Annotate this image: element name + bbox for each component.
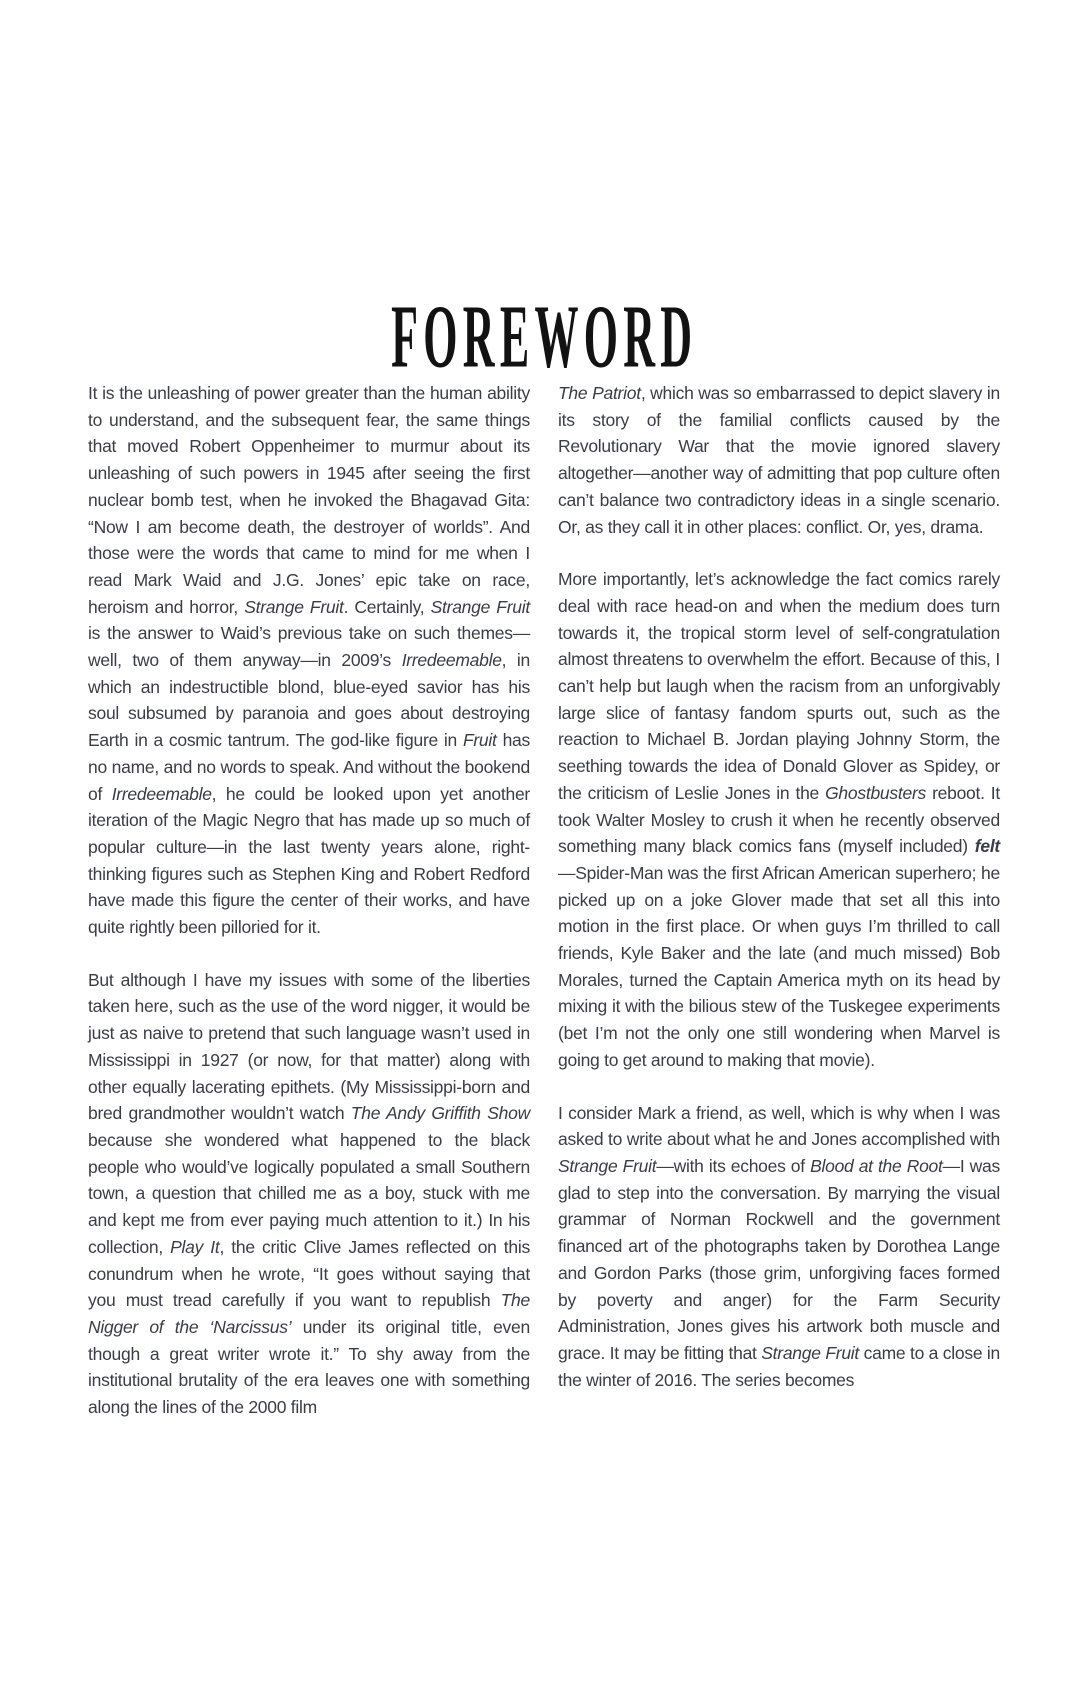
- body-text: But although I have my issues with some of the liberties taken here, such as the use of the word nigger, it would be just as naive to pretend that such language wasn’t used in Mississippi in 1927 (or now, for that matter) along with other equally lacerating epithets. (My Mississippi-born and bred grandmother wouldn’t watch: [88, 969, 530, 1124]
- emphasized-text: The Nigger of the ‘Narcissus’: [88, 1290, 530, 1337]
- paragraph: [558, 380, 1000, 540]
- body-text: because she wondered what happened to the black people who would’ve logically populated a small Southern town, a question that chilled me as a boy, stuck with me and kept me from ever paying much attention to it.) In his collection,: [88, 1129, 530, 1257]
- body-text: came to a close in the winter of 2016. The series becomes: [558, 1342, 1001, 1390]
- left-column: [88, 380, 530, 1421]
- body-text: is the answer to Waid’s previous take on such themes—well, two of them anyway—in 2009’s: [88, 623, 530, 671]
- emphasized-text: The Andy Griffith Show: [350, 1103, 530, 1124]
- paragraph: [88, 380, 530, 941]
- body-text: has no name, and no words to speak. And without the bookend of: [88, 730, 530, 804]
- emphasized-text: Strange Fruit: [430, 596, 530, 617]
- body-text: , which was so embarrassed to depict slavery in its story of the familial conflicts caused by the Revolutionary War that the movie ignored slavery altogether—another way of admitting that pop culture often can’t balance two contradictory ideas in a single scenario. Or, as they call it in other places: conflict. Or, yes, drama.: [558, 383, 1000, 537]
- paragraph: [558, 1100, 1000, 1394]
- emphasized-text: Irredeemable: [401, 650, 502, 671]
- emphasized-text: felt: [974, 836, 1000, 857]
- body-text: —I was glad to step into the conversation. By marrying the visual grammar of Norman Rockwell and the government financed art of the photographs taken by Dorothea Lange and Gordon Parks (those grim, unforgiving faces formed by poverty and anger) for the Farm Security Administration, Jones gives his artwork both muscle and grace. It may be fitting that: [558, 1155, 1000, 1363]
- body-text: , in which an indestructible blond, blue-eyed savior has his soul subsumed by paranoia and goes about destroying Earth in a cosmic tantrum. The god-like figure in: [88, 650, 531, 751]
- body-text: It is the unleashing of power greater than the human ability to understand, and the subsequent fear, the same things that moved Robert Oppenheimer to murmur about its unleashing of such powers in 1945 after seeing the first nuclear bomb test, when he invoked the Bhagavad Gita: “Now I am become death, the destroyer of worlds”. And those were the words that came to mind for me when I read Mark Waid and J.G. Jones’ epic take on race, heroism and horror,: [88, 383, 530, 617]
- emphasized-text: Ghostbusters: [825, 782, 927, 803]
- body-text: under its original title, even though a great writer wrote it.” To shy away from the institutional brutality of the era leaves one with something along the lines of the 2000 film: [88, 1316, 530, 1418]
- body-text: . Certainly,: [343, 596, 431, 617]
- page-title: FOREWORD: [390, 288, 698, 387]
- emphasized-text: Play It: [170, 1236, 220, 1257]
- body-text: —Spider-Man was the first African American superhero; he picked up on a joke Glover made that set all this into motion in the first place. Or when guys I’m thrilled to call friends, Kyle Baker and the late (and much missed) Bob Morales, turned the Captain America myth on its head by mixing it with the bilious stew of the Tuskegee experiments (bet I’m not the only one still wondering when Marvel is going to get around to making that movie).: [558, 862, 1000, 1070]
- emphasized-text: The Patriot: [558, 383, 641, 403]
- body-text: More importantly, let’s acknowledge the fact comics rarely deal with race head-on and when the medium does turn towards it, the tropical storm level of self-congratulation almost threatens to overwhelm the effort. Because of this, I can’t help but laugh when the racism from an unforgivably large slice of fantasy fandom spurts out, such as the reaction to Michael B. Jordan playing Johnny Storm, the seething towards the idea of Donald Glover as Spidey, or the criticism of Leslie Jones in the: [558, 569, 1000, 803]
- emphasized-text: Fruit: [462, 730, 497, 751]
- emphasized-text: Strange Fruit: [761, 1342, 860, 1363]
- text-columns: [0, 380, 1088, 1421]
- body-text: I consider Mark a friend, as well, which is why when I was asked to write about what he and Jones accomplished with: [558, 1102, 1000, 1150]
- page-title-wrap: [0, 0, 1088, 387]
- emphasized-text: Blood at the Root: [810, 1155, 943, 1176]
- emphasized-text: Strange Fruit: [558, 1155, 657, 1176]
- paragraph: [558, 566, 1000, 1073]
- body-text: , he could be looked upon yet another iteration of the Magic Negro that has made up so much of popular culture—in the last twenty years alone, right-thinking figures such as Stephen King and Robert Redford have made this figure the center of their works, and have quite rightly been pilloried for it.: [88, 783, 530, 938]
- emphasized-text: Irredeemable: [111, 783, 212, 804]
- body-text: —with its echoes of: [656, 1155, 811, 1176]
- body-text: , the critic Clive James reflected on this conundrum when he wrote, “It goes without saying that you must tread carefully if you want to republish: [88, 1236, 530, 1311]
- emphasized-text: Strange Fruit: [244, 596, 344, 617]
- paragraph: [88, 967, 530, 1421]
- right-column: [558, 380, 1000, 1421]
- body-text: reboot. It took Walter Mosley to crush it when he recently observed something many black comics fans (myself included): [558, 782, 1000, 857]
